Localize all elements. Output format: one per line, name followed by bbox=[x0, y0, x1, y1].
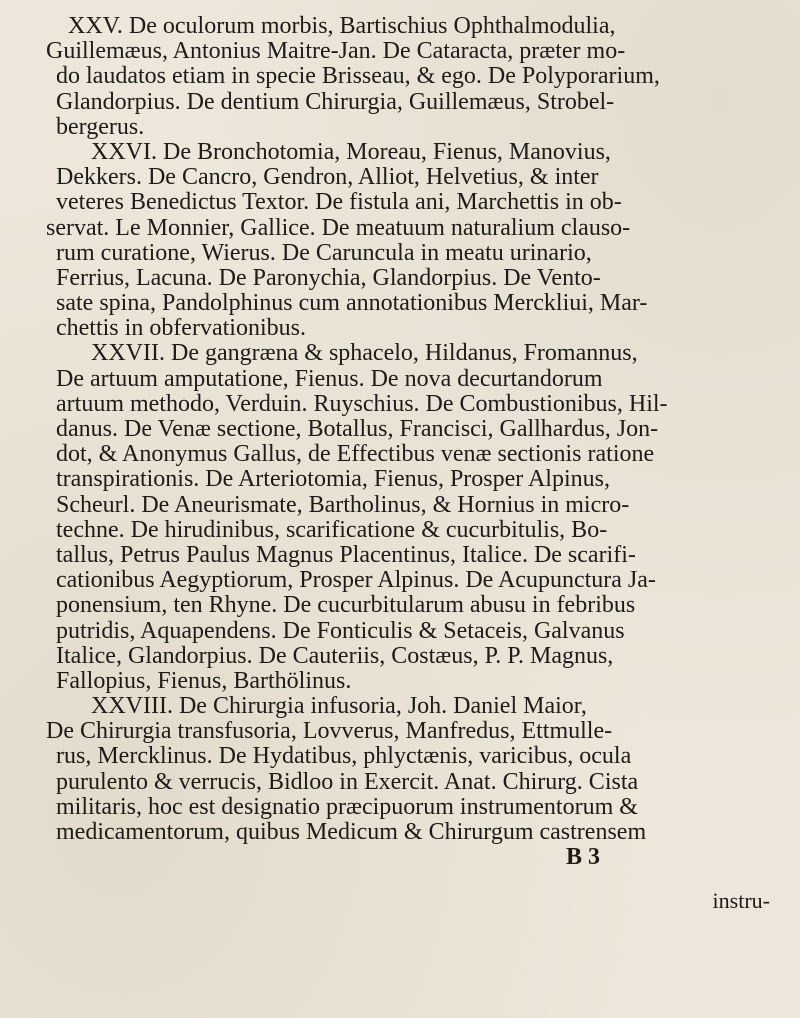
text-line: purulento & verrucis, Bidloo in Exercit. Anat. Chirurg. Cista bbox=[56, 769, 639, 795]
text-line: danus. De Venæ sectione, Botallus, Francisci, Gallhardus, Jon- bbox=[56, 417, 659, 442]
text-line: rum curatione, Wierus. De Caruncula in meatu urinario, bbox=[56, 240, 592, 266]
text-line: servat. Le Monnier, Gallice. De meatuum naturalium clauso- bbox=[46, 215, 631, 241]
text-line: Guillemæus, Antonius Maitre-Jan. De Cataracta, præter mo- bbox=[46, 39, 626, 65]
text-line: sate spina, Pandolphinus cum annotationibus Merckliui, Mar- bbox=[56, 291, 648, 317]
text-line: Glandorpius. De dentium Chirurgia, Guillemæus, Strobel- bbox=[56, 89, 615, 115]
text-line: transpirationis. De Arteriotomia, Fienus, Prosper Alpinus, bbox=[56, 467, 610, 493]
text-line: veteres Benedictus Textor. De fistula ani, Marchettis in ob- bbox=[56, 190, 622, 216]
text-column bbox=[46, 14, 746, 870]
text-line: medicamentorum, quibus Medicum & Chirurgum castrensem bbox=[56, 820, 647, 845]
signature-mark: B 3 bbox=[566, 845, 601, 871]
text-line: XXVIII. De Chirurgia infusoria, Joh. Daniel Maior, bbox=[91, 694, 587, 720]
text-line: techne. De hirudinibus, scarificatione & cucurbitulis, Bo- bbox=[56, 517, 608, 543]
text-line: do laudatos etiam in specie Brisseau, & ego. De Polyporarium, bbox=[56, 64, 660, 90]
text-line: Ferrius, Lacuna. De Paronychia, Glandorpius. De Vento- bbox=[56, 265, 601, 291]
text-line: Dekkers. De Cancro, Gendron, Alliot, Helvetius, & inter bbox=[56, 165, 599, 191]
text-line: Scheurl. De Aneurismate, Bartholinus, & Hornius in micro- bbox=[56, 492, 630, 518]
text-line: De Chirurgia transfusoria, Lovverus, Manfredus, Ettmulle- bbox=[46, 719, 613, 745]
text-line: chettis in obfervationibus. bbox=[56, 316, 306, 342]
text-line: XXVII. De gangræna & sphacelo, Hildanus, Fromannus, bbox=[91, 341, 638, 367]
text-line: Italice, Glandorpius. De Cauteriis, Costæus, P. P. Magnus, bbox=[56, 643, 614, 669]
text-line: XXV. De oculorum morbis, Bartischius Ophthalmodulia, bbox=[68, 14, 616, 39]
text-line: cationibus Aegyptiorum, Prosper Alpinus. De Acupunctura Ja- bbox=[56, 568, 656, 594]
text-line: tallus, Petrus Paulus Magnus Placentinus, Italice. De scarifi- bbox=[56, 542, 636, 568]
text-line: artuum methodo, Verduin. Ruyschius. De Combustionibus, Hil- bbox=[56, 391, 668, 417]
text-line: De artuum amputatione, Fienus. De nova decurtandorum bbox=[56, 366, 603, 392]
text-line: bergerus. bbox=[56, 114, 145, 140]
text-line: Fallopius, Fienus, Barthölinus. bbox=[56, 668, 352, 694]
text-line: dot, & Anonymus Gallus, de Effectibus venæ sectionis ratione bbox=[56, 442, 655, 468]
text-line: XXVI. De Bronchotomia, Moreau, Fienus, Manovius, bbox=[91, 139, 611, 165]
text-line: putridis, Aquapendens. De Fonticulis & Setaceis, Galvanus bbox=[56, 618, 625, 644]
catchword: instru- bbox=[712, 888, 770, 913]
text-line: ponensium, ten Rhyne. De cucurbitularum abusu in febribus bbox=[56, 593, 636, 619]
text-line: militaris, hoc est designatio præcipuorum instrumentorum & bbox=[56, 794, 638, 820]
text-line: rus, Mercklinus. De Hydatibus, phlyctænis, varicibus, ocula bbox=[56, 744, 632, 770]
